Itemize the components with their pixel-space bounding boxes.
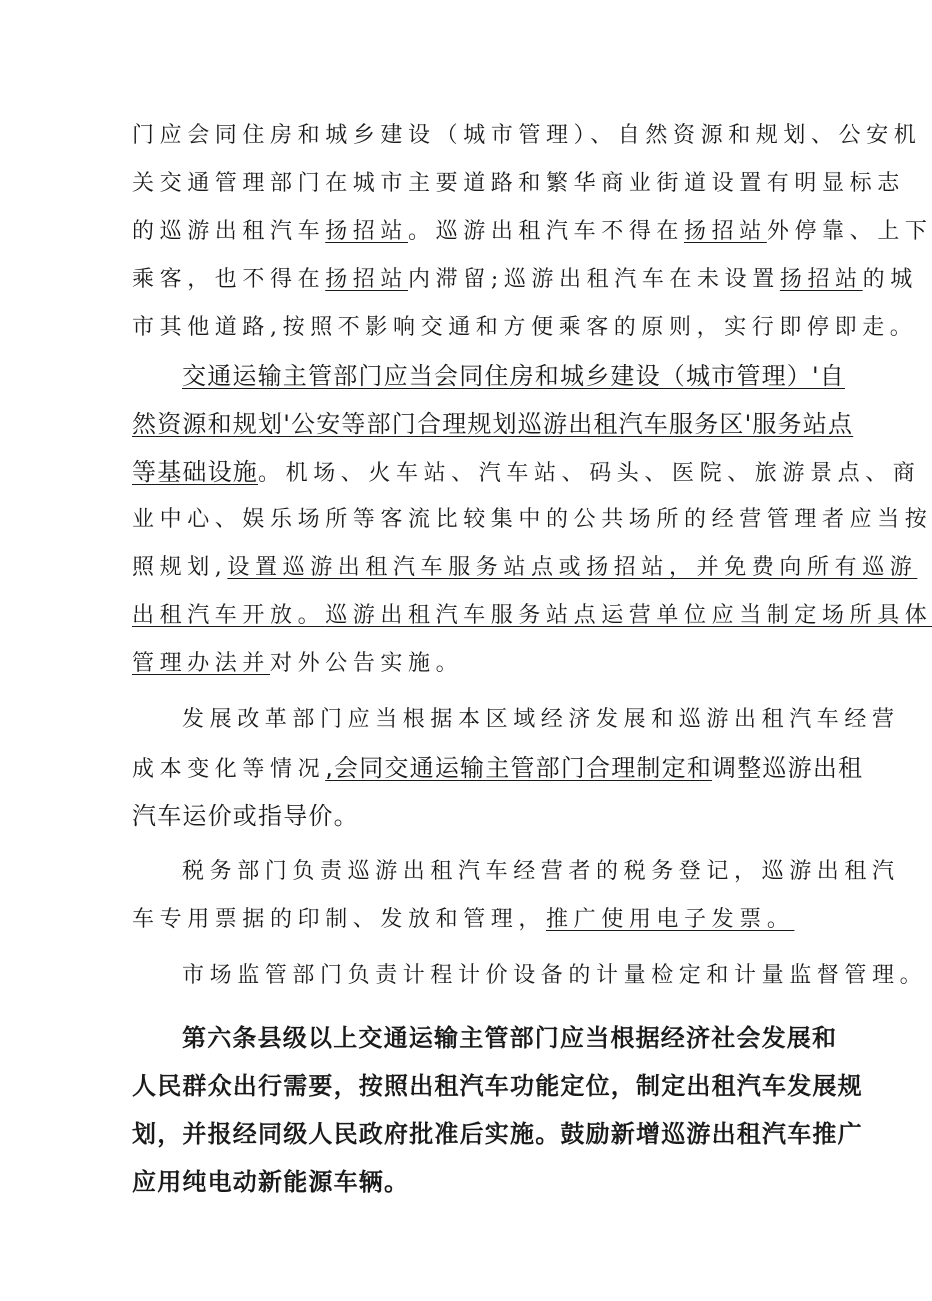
article-heading-text: 第六条县级以上交通运输主管部门应当根据经济社会发展和 xyxy=(182,1024,838,1052)
underlined-term: 扬招站 xyxy=(325,267,409,292)
text-run: 划，并报经同级人民政府批准后实施。鼓励新增巡游出租汽车推广 xyxy=(132,1120,863,1148)
document-body xyxy=(132,112,932,1206)
text-run: 车专用票据的印制、发放和管理， xyxy=(132,907,547,932)
paragraph-4 xyxy=(132,848,900,944)
text-run: 关交通管理部门在城市主要道路和繁华商业街道设置有明显标志 xyxy=(132,171,905,196)
text-run: 内滞留;巡游出租汽车在未设置 xyxy=(408,267,780,292)
text-run: 税务部门负责巡游出租汽车经营者的税务登记，巡游出租汽 xyxy=(182,859,900,884)
text-line xyxy=(132,448,921,496)
text-line xyxy=(132,592,932,640)
text-line xyxy=(132,696,900,744)
text-line xyxy=(132,744,864,792)
underlined-text: 出租汽车开放。 xyxy=(132,603,326,628)
text-line xyxy=(132,544,918,592)
underlined-text: 巡游出租汽车服务站点运营单位应当制定场所具体 xyxy=(325,603,932,628)
text-line xyxy=(132,1062,863,1110)
text-line xyxy=(132,896,797,944)
text-run: 应用纯电动新能源车辆。 xyxy=(132,1168,410,1196)
text-line xyxy=(132,640,797,688)
text-run: 成本变化等情况 xyxy=(132,757,326,782)
text-line xyxy=(132,1110,863,1158)
text-run: 市场监管部门负责计程计价设备的计量检定和计量监督管理。 xyxy=(182,963,928,988)
text-line xyxy=(132,848,900,896)
underlined-text: 等基础设施 xyxy=(132,458,258,486)
text-run: 。巡游出租汽车不得在 xyxy=(408,219,685,244)
underlined-term: 扬招站 xyxy=(779,267,863,292)
text-run: 门应会同住房和城乡建设（城市管理）、自然资源和规划、公安机 xyxy=(132,123,922,148)
text-line xyxy=(132,1158,797,1206)
text-line xyxy=(132,792,797,840)
paragraph-2 xyxy=(132,352,932,688)
underlined-text: 然资源和规划'公安等部门合理规划巡游出租汽车服务区'服务站点 xyxy=(132,410,854,438)
underlined-text: 设置巡游出租汽车服务站点或扬招站，并免费向所有巡游 xyxy=(227,555,918,580)
paragraph-5 xyxy=(132,952,928,1000)
underlined-text: 管理办法并 xyxy=(132,651,271,676)
text-run: 对外公告实施。 xyxy=(270,651,464,676)
text-line xyxy=(132,496,932,544)
text-run: 的巡游出租汽车 xyxy=(132,219,326,244)
paragraph-1 xyxy=(132,112,932,352)
text-run: 市其他道路,按照不影响交通和方便乘客的原则，实行即停即走。 xyxy=(132,315,918,340)
text-run: 的城 xyxy=(862,267,918,292)
underlined-text: 交通运输主管部门应当会同住房和城乡建设（城市管理）'自 xyxy=(182,362,845,390)
text-run: 人民群众出行需要，按照出租汽车功能定位，制定出租汽车发展规 xyxy=(132,1072,863,1100)
underlined-term: 扬招站 xyxy=(684,219,767,244)
text-line xyxy=(132,304,918,352)
text-run: 照规划, xyxy=(132,555,228,580)
text-line xyxy=(132,400,854,448)
underlined-text: 推广使用电子发票。 xyxy=(546,907,795,932)
paragraph-3 xyxy=(132,696,900,840)
text-run: 汽车运价或指导价。 xyxy=(132,802,359,830)
text-run: 调整巡游出租 xyxy=(712,754,864,782)
text-line xyxy=(132,112,922,160)
text-line xyxy=(132,256,918,304)
text-line xyxy=(132,352,845,400)
text-run: 外停靠、上下 xyxy=(766,219,932,244)
text-run: 乘客，也不得在 xyxy=(132,267,326,292)
text-line xyxy=(132,208,932,256)
underlined-term: 扬招站 xyxy=(325,219,409,244)
text-line xyxy=(132,160,905,208)
text-run: 发展改革部门应当根据本区域经济发展和巡游出租汽车经营 xyxy=(182,707,900,732)
underlined-text: ,会同交通运输主管部门合理制定和 xyxy=(325,754,713,782)
text-run: 。机场、火车站、汽车站、码头、医院、旅游景点、商 xyxy=(258,461,921,486)
text-line xyxy=(132,1014,838,1062)
text-run: 业中心、娱乐场所等客流比较集中的公共场所的经营管理者应当按 xyxy=(132,507,932,532)
article-6 xyxy=(132,1014,863,1206)
text-line xyxy=(132,952,928,1000)
